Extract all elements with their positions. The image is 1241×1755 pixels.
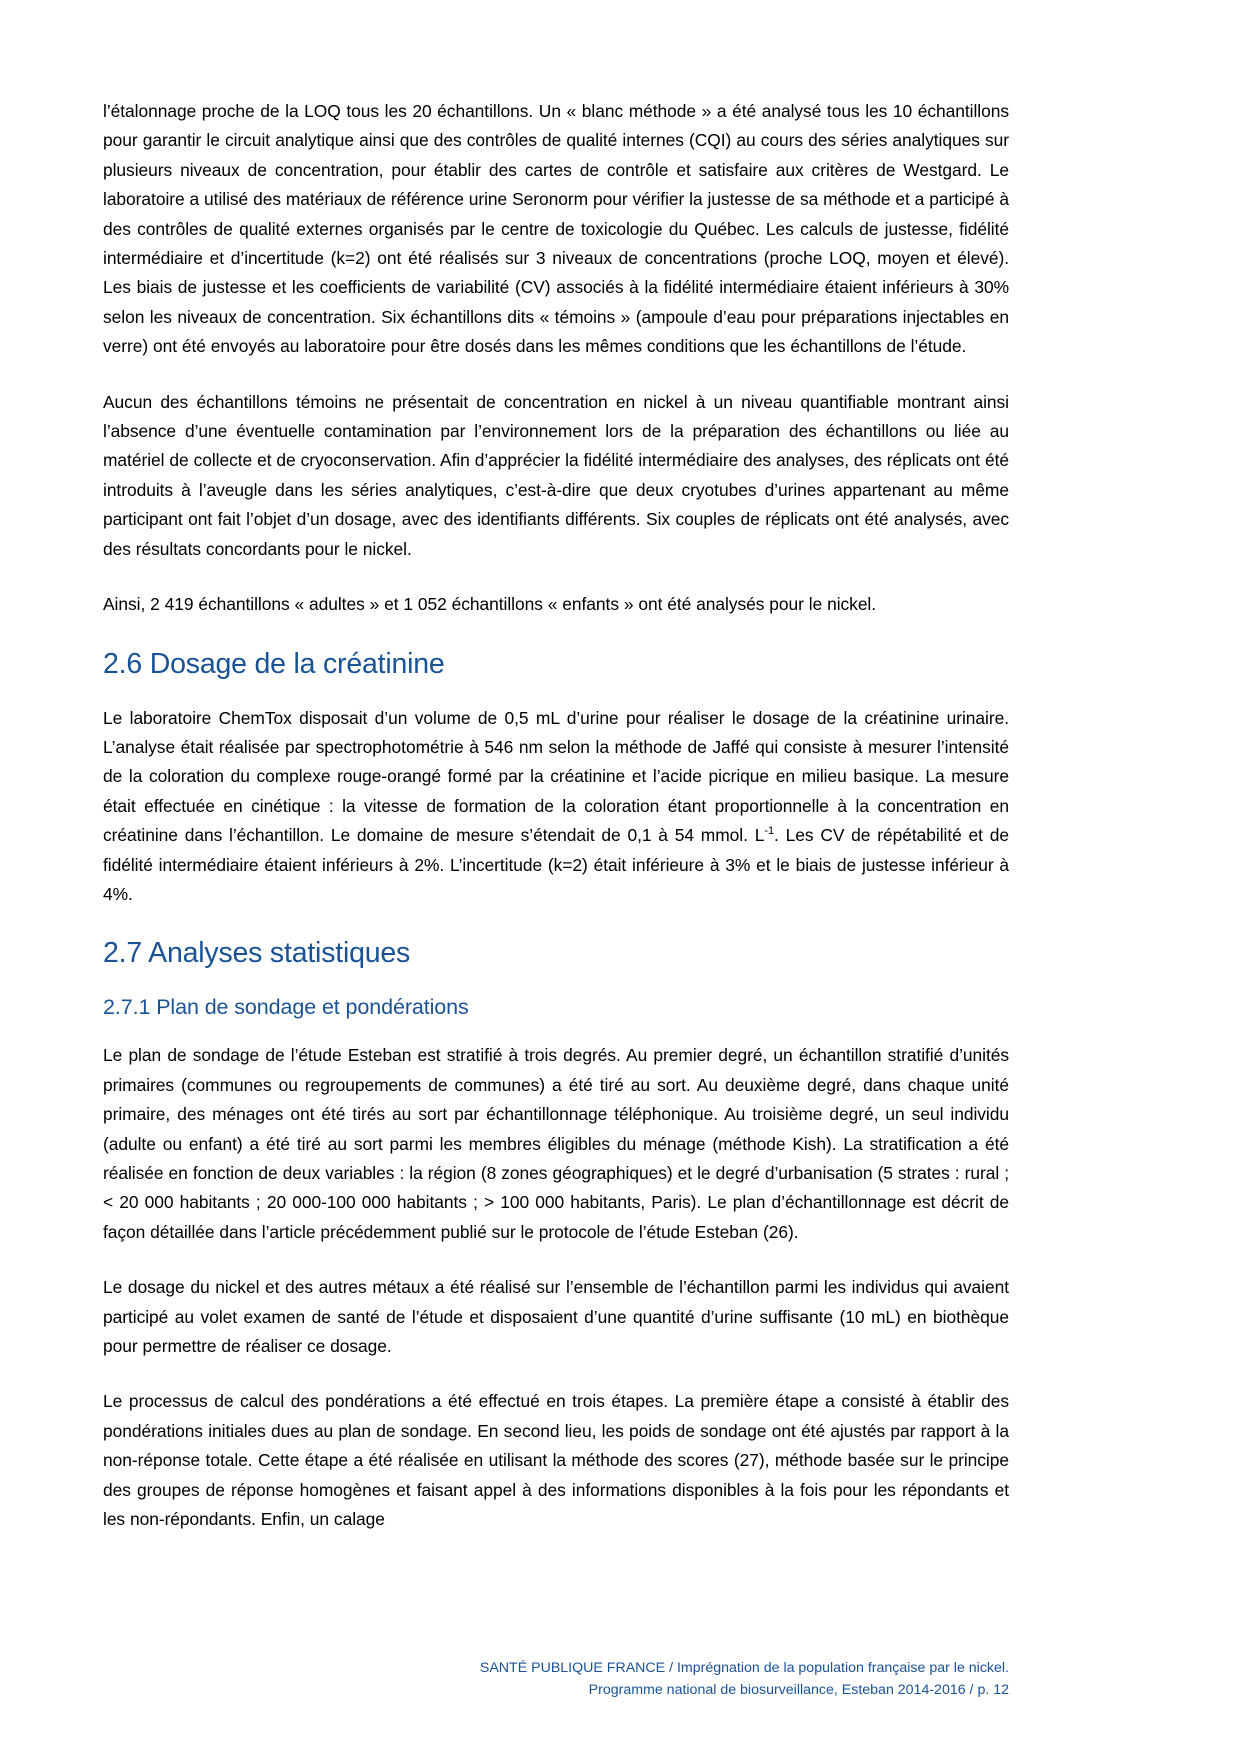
heading-section-2-6: 2.6 Dosage de la créatinine: [103, 647, 445, 680]
footer-line-programme-page: Programme national de biosurveillance, Esteban 2014-2016 / p. 12: [588, 1681, 1009, 1698]
paragraph-weighting-process: Le processus de calcul des pondérations a été effectué en trois étapes. La première étape a consisté à établir des pondérations initiales dues au plan de sondage. En second lieu, les poids de sondage ont été ajustés par rapport à la non-réponse totale. Cette étape a été réalisée en utilisant la méthode des scores (27), méthode basée sur le principe des groupes de réponse homogènes et faisant appel à des informations disponibles à la fois pour les répondants et les non-répondants. Enfin, un calage: [103, 1391, 1009, 1530]
paragraph-sample-counts: Ainsi, 2 419 échantillons « adultes » et 1 052 échantillons « enfants » ont été analysés pour le nickel.: [103, 594, 877, 615]
paragraph-nickel-assay-scope: Le dosage du nickel et des autres métaux a été réalisé sur l’ensemble de l’échantillon parmi les individus qui avaient participé au volet examen de santé de l’étude et disposaient d’une quantité d’urine suffisante (10 mL) en biothèque pour permettre de réaliser ce dosage.: [103, 1277, 1009, 1356]
footer-line-organisation: SANTÉ PUBLIQUE FRANCE / Imprégnation de la population française par le nickel.: [479, 1660, 1009, 1676]
paragraph-creatinine-assay: [103, 704, 1009, 910]
heading-section-2-7: 2.7 Analyses statistiques: [103, 937, 411, 970]
page-footer: [0, 1658, 1241, 1701]
unit-exponent: -1: [764, 825, 775, 838]
heading-section-2-7-1: 2.7.1 Plan de sondage et pondérations: [103, 995, 469, 1020]
creatinine-text-part-1: Le laboratoire ChemTox disposait d’un volume de 0,5 mL d’urine pour réaliser le dosage de la créatinine urinaire. L’analyse était réalisée par spectrophotométrie à 546 nm selon la méthode de Jaffé qui consiste à mesurer l’intensité de la coloration du complexe rouge-orangé formé par la créatinine et l’acide picrique en milieu basique. La mesure était effectuée en cinétique : la vitesse de formation de la coloration étant proportionnelle à la concentration en créatinine dans l’échantillon. Le domaine de mesure s’étendait de 0,1 à 54 mmol. L: [103, 707, 1009, 846]
paragraph-controls-blanks: Aucun des échantillons témoins ne présentait de concentration en nickel à un niveau quantifiable montrant ainsi l’absence d’une éventuelle contamination par l’environnement lors de la préparation des échantillons ou liée au matériel de collecte et de cryoconservation. Afin d’apprécier la fidélité intermédiaire des analyses, des réplicats ont été introduits à l’aveugle dans les séries analytiques, c’est-à-dire que deux cryotubes d’urines appartenant au même participant ont fait l’objet d’un dosage, avec des identifiants différents. Six couples de réplicats ont été analysés, avec des résultats concordants pour le nickel.: [103, 391, 1009, 559]
creatinine-text-part-2: . Les CV de répétabilité et de fidélité intermédiaire étaient inférieurs à 2%. L’incertitude (k=2) était inférieure à 3% et le biais de justesse inférieur à 4%.: [103, 825, 1009, 904]
page-content: [103, 97, 1009, 1534]
paragraph-continuation: l’étalonnage proche de la LOQ tous les 20 échantillons. Un « blanc méthode » a été analysé tous les 10 échantillons pour garantir le circuit analytique ainsi que des contrôles de qualité internes (CQI) au cours des séries analytiques sur plusieurs niveaux de concentration, pour établir des cartes de contrôle et satisfaire aux critères de Westgard. Le laboratoire a utilisé des matériaux de référence urine Seronorm pour vérifier la justesse de sa méthode et a participé à des contrôles de qualité externes organisés par le centre de toxicologie du Québec. Les calculs de justesse, fidélité intermédiaire et d’incertitude (k=2) ont été réalisés sur 3 niveaux de concentrations (proche LOQ, moyen et élevé). Les biais de justesse et les coefficients de variabilité (CV) associés à la fidélité intermédiaire étaient inférieurs à 30% selon les niveaux de concentration. Six échantillons dits « témoins » (ampoule d’eau pour préparations injectables en verre) ont été envoyés au laboratoire pour être dosés dans les mêmes conditions que les échantillons de l’étude.: [103, 101, 1009, 357]
paragraph-sampling-plan: Le plan de sondage de l’étude Esteban est stratifié à trois degrés. Au premier degré, un échantillon stratifié d’unités primaires (communes ou regroupements de communes) a été tiré au sort. Au deuxième degré, dans chaque unité primaire, des ménages ont été tirés au sort par échantillonnage téléphonique. Au troisième degré, un seul individu (adulte ou enfant) a été tiré au sort parmi les membres éligibles du ménage (méthode Kish). La stratification a été réalisée en fonction de deux variables : la région (8 zones géographiques) et le degré d’urbanisation (5 strates : rural ; < 20 000 habitants ; 20 000-100 000 habitants ; > 100 000 habitants, Paris). Le plan d’échantillonnage est décrit de façon détaillée dans l’article précédemment publié sur le protocole de l’étude Esteban (26).: [103, 1045, 1009, 1242]
